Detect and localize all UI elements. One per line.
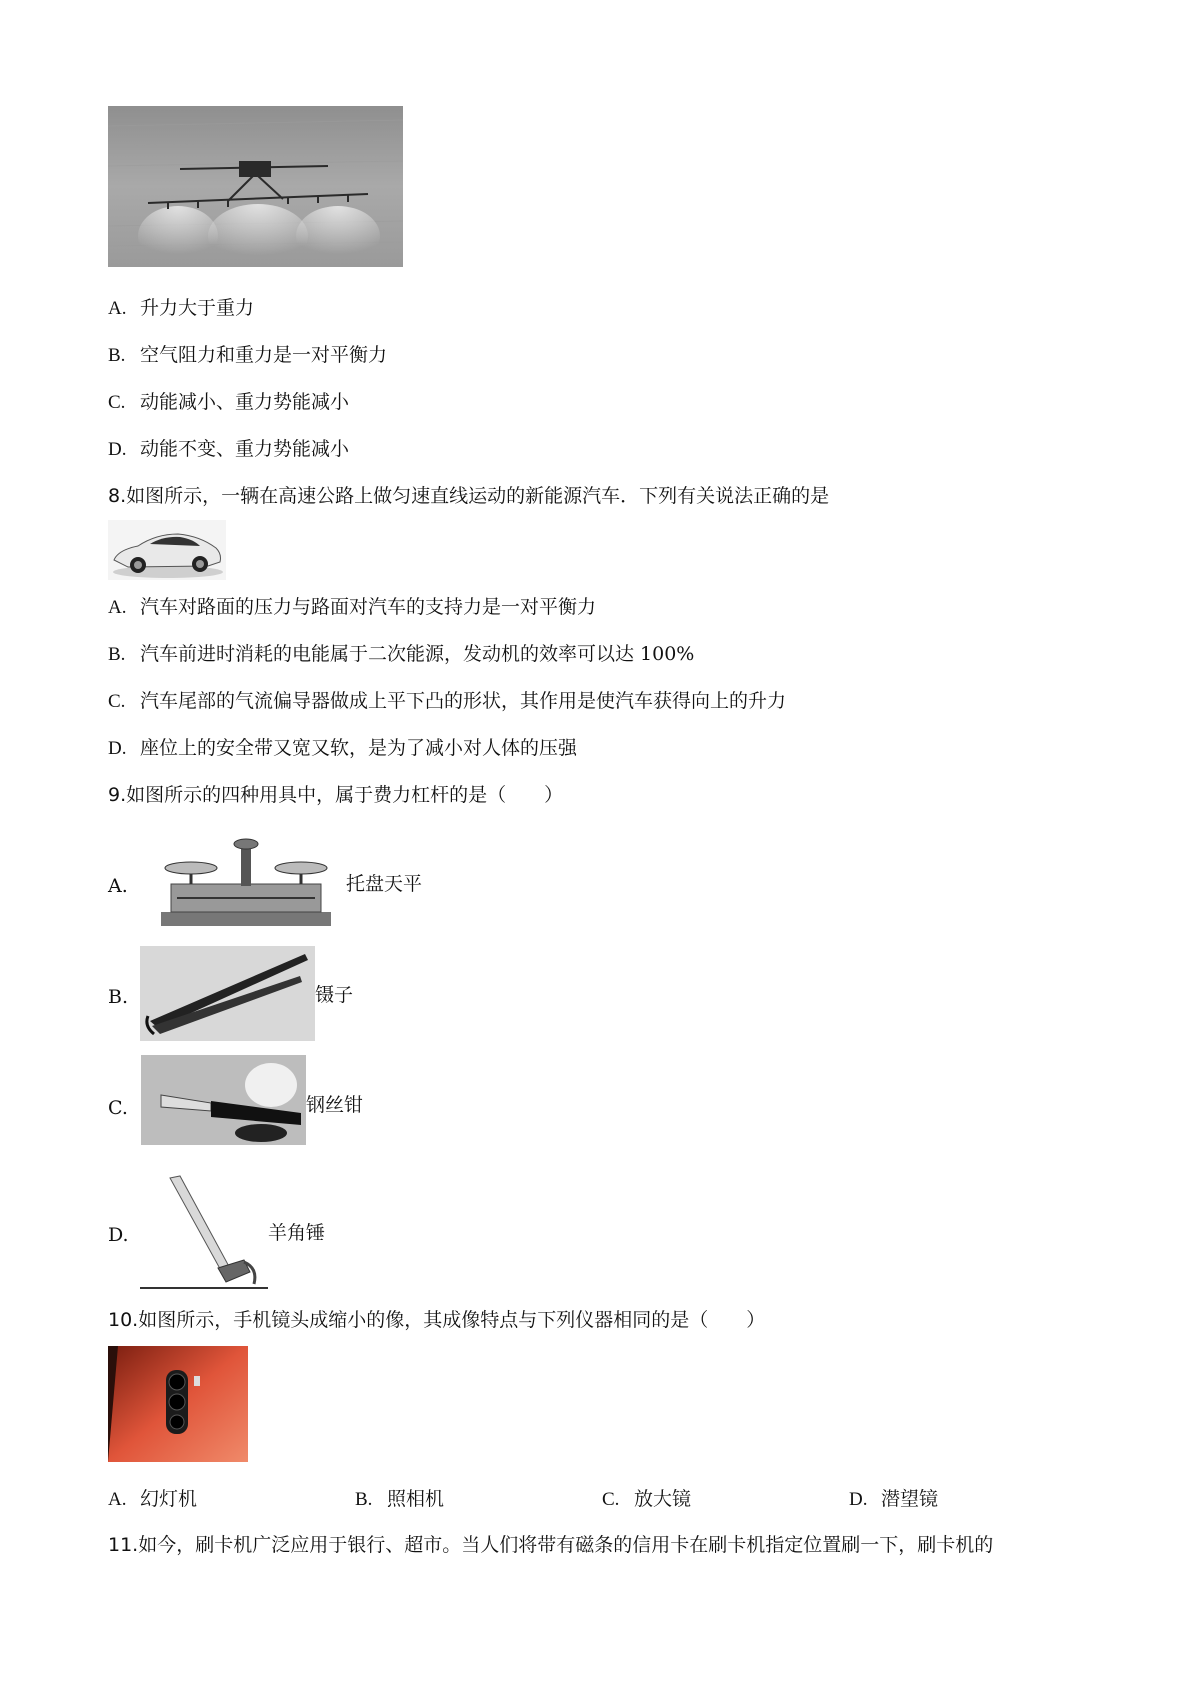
option-text: 座位上的安全带又宽又软，是为了减小对人体的压强 [140,737,578,759]
drone-image [108,106,403,267]
option-text: 升力大于重力 [140,297,255,319]
q10-option-d [849,1487,938,1512]
q8-option-c [108,689,786,714]
pliers-image [141,1055,306,1145]
q9-option-d-letter: D. [108,1224,129,1246]
option-text: 潜望镜 [881,1488,939,1510]
q9-option-a-text: 托盘天平 [346,873,423,895]
option-letter: B. [108,644,126,665]
q7-option-d [108,437,349,462]
q7-option-a [108,296,254,321]
option-letter: C. [108,392,126,413]
q8-option-b [108,642,694,667]
q8-option-d [108,736,577,761]
option-text: 照相机 [387,1488,445,1510]
option-text: 汽车尾部的气流偏导器做成上平下凸的形状，其作用是使汽车获得向上的升力 [140,690,787,712]
option-letter: A. [108,597,127,618]
option-letter: D. [849,1489,868,1510]
option-letter: C. [108,691,126,712]
q7-option-c [108,390,349,415]
option-text: 动能减小、重力势能减小 [140,391,350,413]
option-text: 汽车对路面的压力与路面对汽车的支持力是一对平衡力 [140,596,597,618]
q9-option-b-text: 镊子 [315,984,354,1006]
q11-stem: 11.如今，刷卡机广泛应用于银行、超市。当人们将带有磁条的信用卡在刷卡机指定位置刷一下，刷卡机的 [108,1534,994,1556]
option-letter: A. [108,1489,127,1510]
option-letter: C. [602,1489,620,1510]
option-text: 幻灯机 [140,1488,198,1510]
q9-option-c-text: 钢丝钳 [306,1094,364,1116]
q10-option-c [602,1487,691,1512]
q10-option-a [108,1487,197,1512]
phone-camera-image [108,1346,248,1462]
option-letter: A. [108,298,127,319]
q8-stem: 8.如图所示，一辆在高速公路上做匀速直线运动的新能源汽车．下列有关说法正确的是 [108,485,830,507]
q8-option-a [108,595,596,620]
q10-option-b [355,1487,444,1512]
balance-image [153,832,338,932]
option-text: 汽车前进时消耗的电能属于二次能源，发动机的效率可以达 100% [140,643,695,665]
car-image [108,520,226,580]
option-letter: D. [108,738,127,759]
option-text: 空气阻力和重力是一对平衡力 [140,344,388,366]
option-letter: D. [108,439,127,460]
q9-option-c-letter: C. [108,1097,128,1119]
option-letter: B. [108,345,126,366]
option-text: 放大镜 [634,1488,692,1510]
option-letter: B. [355,1489,373,1510]
q7-option-b [108,343,387,368]
q9-option-d-text: 羊角锤 [268,1222,326,1244]
q10-stem: 10.如图所示，手机镜头成缩小的像，其成像特点与下列仪器相同的是（ ） [108,1309,766,1331]
q9-option-a-letter: A. [108,875,128,897]
claw-hammer-image [140,1172,268,1292]
q9-stem: 9.如图所示的四种用具中，属于费力杠杆的是（ ） [108,784,564,806]
option-text: 动能不变、重力势能减小 [140,438,350,460]
tweezers-image [140,946,315,1041]
q9-option-b-letter: B. [108,986,129,1008]
